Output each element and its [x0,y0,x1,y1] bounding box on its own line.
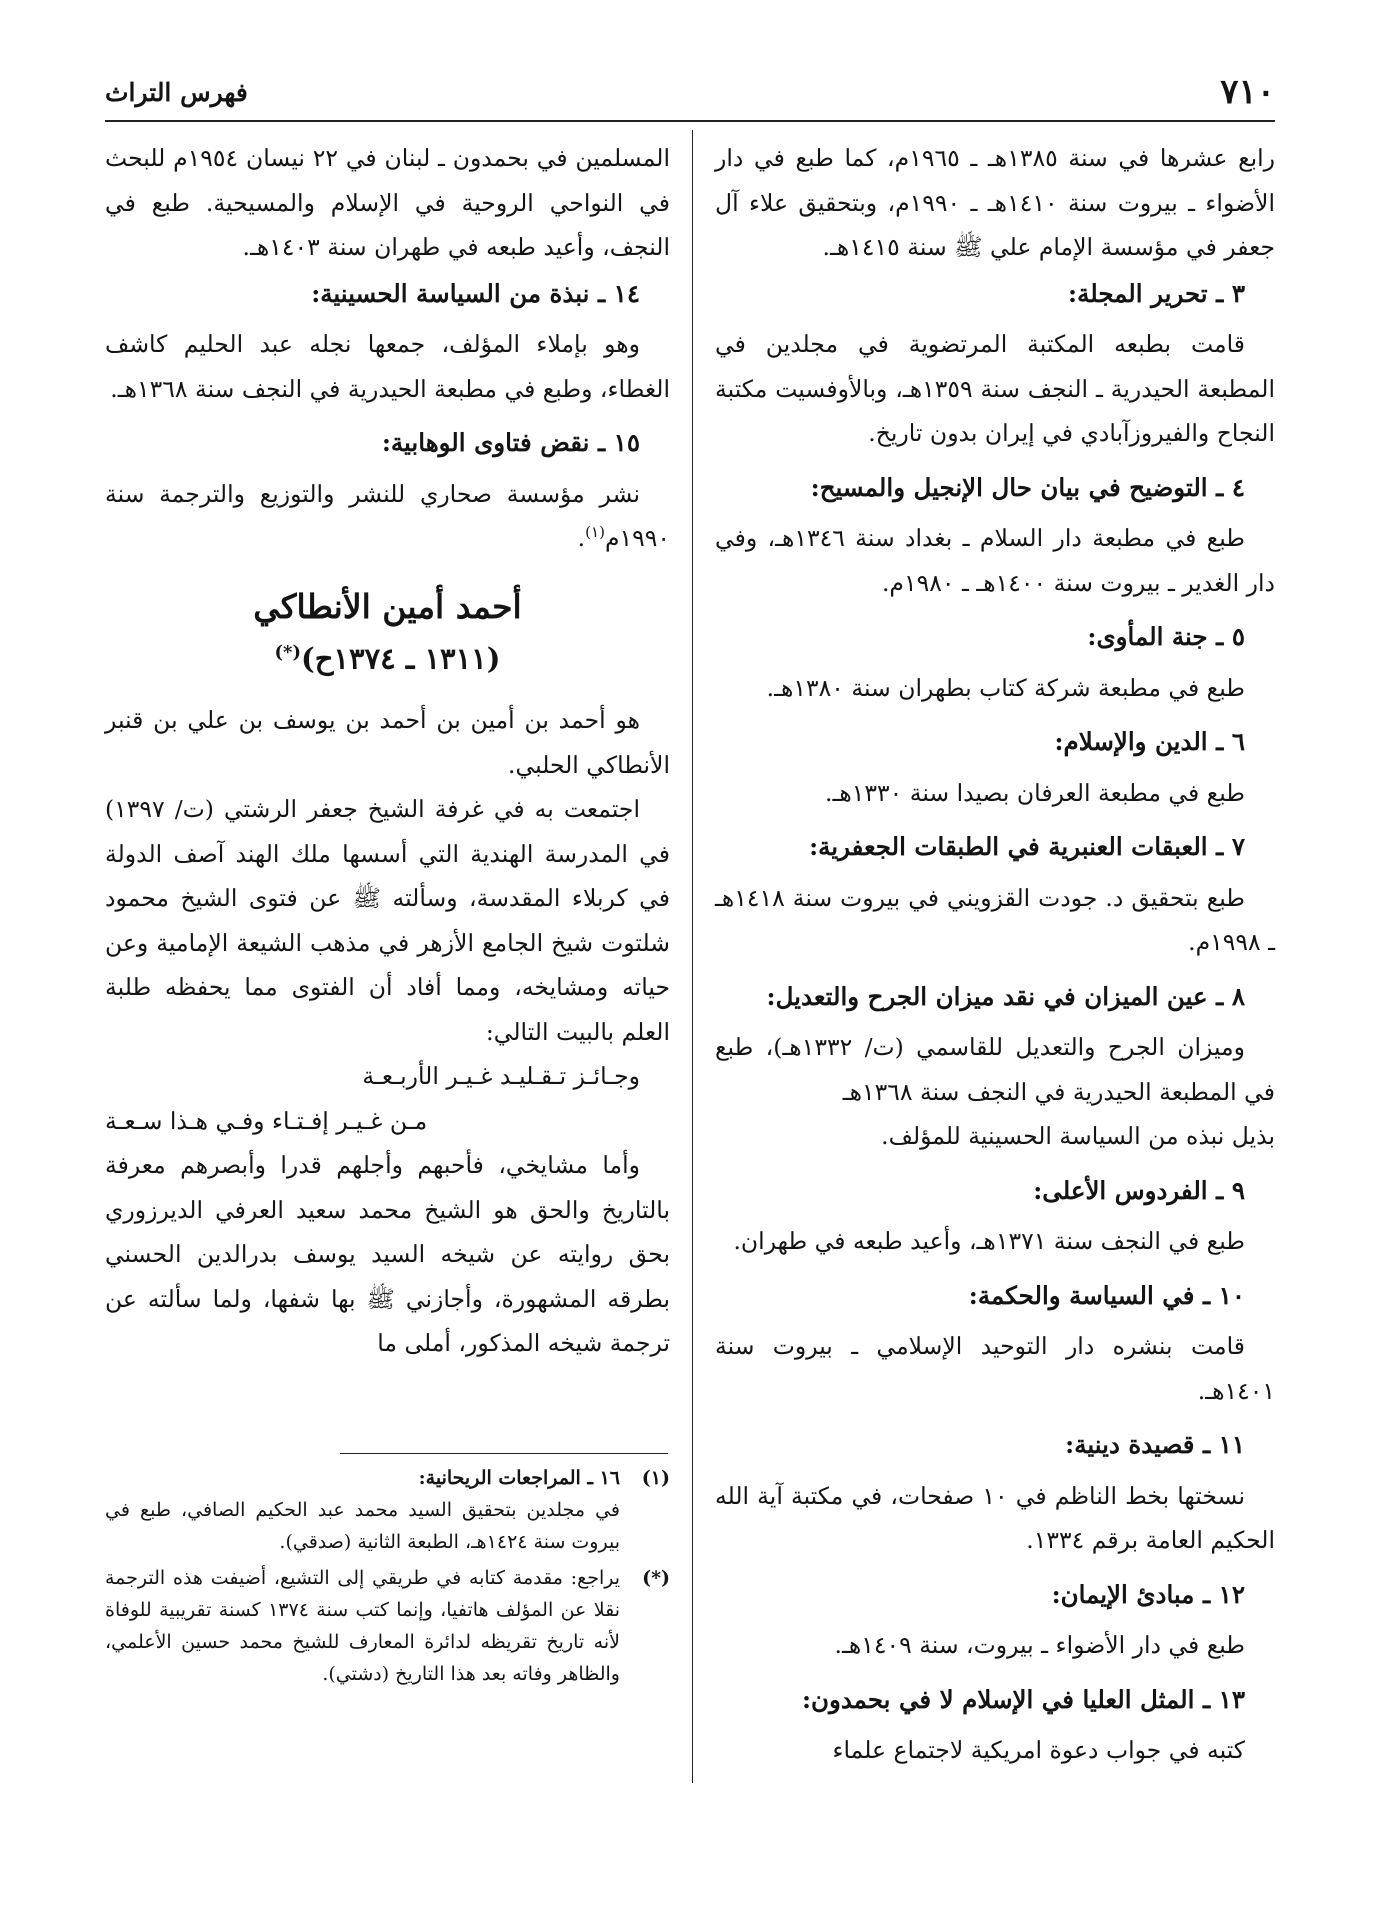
verse-second-hemistich: مـن غـيـر إفـتـاء وفـي هـذا سـعـة [105,1106,428,1135]
biography-title: أحمد أمين الأنطاكي [253,586,522,626]
biography-paragraph: وأما مشايخي، فأحبهم وأجلهم قدرا وأبصرهم معرفة بالتاريخ والحق هو الشيخ محمد سعيد العرفي الديرزوري بحق روايته عن شيخه السيد يوسف بدرالدين الحسني بطرقه المشهورة، وأجازني ﷺ بها شفها، ولما سألته عن ترجمة شيخه المذكور، أملى ما [105,1151,670,1358]
right-intro-paragraph: رابع عشرها في سنة ١٣٨٥هـ ـ ١٩٦٥م، كما طبع في دار الأضواء ـ بيروت سنة ١٤١٠هـ ـ ١٩٩٠م، وبتحقيق علاء آل جعفر في مؤسسة الإمام علي ﷺ سنة ١٤١٥هـ. [715,144,1275,261]
list-item [715,1169,1275,1264]
item-title: ٣ ـ تحرير المجلة: [1068,278,1245,308]
item-title: ٤ ـ التوضيح في بيان حال الإنجيل والمسيح: [810,472,1245,502]
item-body: وميزان الجرح والتعديل للقاسمي (ت/ ١٣٣٢هـ)، طبع في المطبعة الحيدرية في النجف سنة ١٣٦٨هـ [715,1033,1275,1106]
item-body: قامت بنشره دار التوحيد الإسلامي ـ بيروت سنة ١٤٠١هـ. [715,1332,1275,1405]
footnote-mark: (*) [642,1567,670,1589]
item-body: كتبه في جواب دعوة امريكية لاجتماع علماء [832,1736,1245,1764]
list-item [105,421,670,561]
item-body: طبع في النجف سنة ١٣٧١هـ، وأعيد طبعه في طهران. [733,1227,1245,1255]
header-rule [105,120,1275,122]
item-title: ٦ ـ الدين والإسلام: [1054,727,1245,756]
item-title: ١٣ ـ المثل العليا في الإسلام لا في بحمدون: [801,1684,1245,1714]
list-item [715,1274,1275,1414]
list-item [715,1423,1275,1563]
item-body: نسختها بخط الناظم في ١٠ صفحات، في مكتبة آية الله الحكيم العامة برقم ١٣٣٤. [715,1481,1275,1554]
running-head: فهرس التراث [105,78,248,107]
list-item [715,825,1275,965]
item-title: ٨ ـ عين الميزان في نقد ميزان الجرح والتعديل: [766,981,1245,1011]
biography-dates-text: (١٣١١ ـ ١٣٧٤ح) [300,641,501,676]
list-item [715,466,1275,606]
footnote-text: يراجع: مقدمة كتابه في طريقي إلى التشيع، أضيفت هذه الترجمة نقلا عن المؤلف هاتفيا، وإنما كتب سنة ١٣٧٤ كسنة تقريبية للوفاة لأنه تاريخ تقريظه لدائرة المعارف للشيخ محمد حسين الأعلمي، والظاهر وفاته بعد هذا التاريخ (دشتي). [105,1567,620,1685]
biography-dates [105,631,670,681]
item-title: ١٥ ـ نقض فتاوى الوهابية: [381,428,640,457]
item-body: طبع بتحقيق د. جودت القزويني في بيروت سنة ١٤١٨هـ ـ ١٩٩٨م. [715,883,1275,956]
item-title: ٩ ـ الفردوس الأعلى: [1033,1175,1245,1205]
item-title: ١٤ ـ نبذة من السياسة الحسينية: [311,278,640,308]
item-title: ١٢ ـ مبادئ الإيمان: [1051,1579,1245,1609]
item-body: طبع في مطبعة شركة كتاب بطهران سنة ١٣٨٠هـ. [766,673,1245,702]
list-item [715,272,1275,456]
item-title: ٥ ـ جنة المأوى: [1087,622,1245,651]
footnote-text: في مجلدين بتحقيق السيد محمد عبد الحكيم الصافي، طبع في بيروت سنة ١٤٢٤هـ، الطبعة الثانية (صدقي). [105,1499,620,1553]
item-body-text: نشر مؤسسة صحاري للنشر والتوزيع والترجمة سنة ١٩٩٠م [105,479,670,552]
verse-first-hemistich: وجـائـز تـقـليـد غـيـر الأربـعـة [362,1062,640,1091]
list-item [105,272,670,412]
item-body-tail: بذيل نبذه من السياسة الحسينية للمؤلف. [881,1122,1275,1150]
footnote-title: ١٦ ـ المراجعات الريحانية: [418,1467,620,1489]
item-title: ٧ ـ العبقات العنبرية في الطبقات الجعفرية: [809,832,1245,861]
list-item [715,1678,1275,1773]
list-item [715,720,1275,815]
page-header [105,72,1275,116]
biography-footnote-reference[interactable]: (*) [274,641,301,663]
footnotes [105,1462,670,1694]
biography-paragraph: هو أحمد بن أمين بن أحمد بن يوسف بن علي بن قنبر الأنطاكي الحلبي. [105,706,670,779]
item-title: ١٠ ـ في السياسة والحكمة: [968,1280,1245,1310]
footnote [105,1462,670,1558]
item-body: طبع في مطبعة العرفان بصيدا سنة ١٣٣٠هـ. [825,778,1245,807]
right-column [715,136,1275,1783]
list-item [715,975,1275,1159]
item-body: وهو بإملاء المؤلف، جمعها نجله عبد الحليم كاشف الغطاء، وطبع في مطبعة الحيدرية في النجف سنة ١٣٦٨هـ. [105,330,670,403]
column-divider [692,130,693,1783]
left-continuation-paragraph: المسلمين في بحمدون ـ لبنان في ٢٢ نيسان ١٩٥٤م للبحث في النواحي الروحية في الإسلام والمسيحية. طبع في النجف، وأعيد طبعه في طهران سنة ١٤٠٣هـ. [105,144,670,261]
item-body: طبع في دار الأضواء ـ بيروت، سنة ١٤٠٩هـ. [834,1631,1245,1659]
left-column [105,136,670,1366]
list-item [715,615,1275,710]
item-title: ١١ ـ قصيدة دينية: [1065,1430,1245,1459]
item-body: نشر مؤسسة صحاري للنشر والتوزيع والترجمة سنة ١٩٩٠م$^{(١)}$. [105,479,670,552]
list-item [715,1573,1275,1668]
item-body: قامت بطبعه المكتبة المرتضوية في مجلدين في المطبعة الحيدرية ـ النجف سنة ١٣٥٩هـ، وبالأوفسيت مكتبة النجاح والفيروزآبادي في إيران بدون تاريخ. [715,330,1275,447]
item-body: طبع في مطبعة دار السلام ـ بغداد سنة ١٣٤٦هـ، وفي دار الغدير ـ بيروت سنة ١٤٠٠هـ ـ ١٩٨٠م. [715,524,1275,597]
footnote-reference[interactable]: (١) [585,523,605,542]
biography-paragraph: اجتمعت به في غرفة الشيخ جعفر الرشتي (ت/ ١٣٩٧) في المدرسة الهندية التي أسسها ملك الهند آصف الدولة في كربلاء المقدسة، وسألته ﷺ عن فتوى الشيخ محمود شلتوت شيخ الجامع الأزهر في مذهب الشيعة الإمامية وعن حياته ومشايخه، ومما أفاد أن الفتوى مما يحفظه طلبة العلم بالبيت التالي: [105,795,670,1046]
footnote [105,1562,670,1690]
page-number: ٧١٠ [1220,72,1275,112]
footnote-rule [340,1453,668,1454]
footnote-mark: (١) [641,1467,670,1489]
